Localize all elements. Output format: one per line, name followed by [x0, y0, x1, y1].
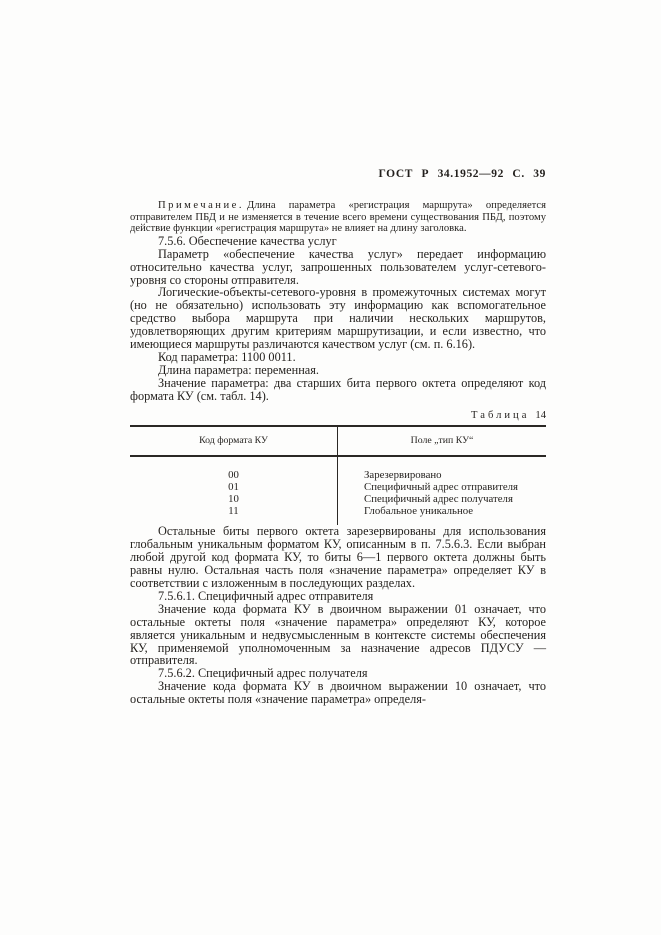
- table-cell-label: Специфичный адрес получателя: [364, 492, 513, 505]
- table-caption: [130, 410, 546, 422]
- table-cell-code: 11: [228, 505, 239, 518]
- table-cell-code: 00: [228, 468, 239, 481]
- page-content: [130, 168, 546, 706]
- qos-format-table: [130, 425, 546, 526]
- para-7-5-6-1: Значение кода формата КУ в двоичном выражении 01 означает, что остальные октеты поля «значение параметра» определяют КУ, которое является уникальным и недвусмысленным в контексте системы обеспечения КУ, применяемой уполномоченным за назначение адресов ПДУСУ — отправителя.: [130, 601, 546, 668]
- heading-7-5-6: 7.5.6. Обеспечение качества услуг: [158, 233, 337, 248]
- table-cell-label: Зарезервировано: [364, 468, 442, 481]
- table-col-header-field: Поле „тип КУ“: [410, 434, 474, 446]
- para-param-value: Значение параметра: два старших бита первого октета определяют код формата КУ (см. табл. 14).: [130, 375, 546, 403]
- note-paragraph: [130, 200, 546, 235]
- para-param-code: Код параметра: 1100 0011.: [158, 349, 296, 364]
- table-cell-code: 01: [228, 480, 239, 493]
- table-caption-number: 14: [535, 409, 546, 421]
- para-qos-intro: Параметр «обеспечение качества услуг» передает информацию относительно качества услуг, запрошенных пользователем услуг-сетевого-уровня со стороны отправителя.: [130, 246, 546, 287]
- table-col-header-code: Код формата КУ: [130, 427, 338, 455]
- table-cell-code: 10: [228, 492, 239, 505]
- heading-7-5-6-2: 7.5.6.2. Специфичный адрес получателя: [158, 666, 368, 681]
- table-code-column: [130, 457, 338, 526]
- table-cell-label: Глобальное уникальное: [364, 505, 474, 518]
- note-label: Примечание.: [158, 200, 244, 211]
- running-header: ГОСТ Р 34.1952—92 С. 39: [378, 168, 546, 180]
- para-7-5-6-2: Значение кода формата КУ в двоичном выражении 10 означает, что остальные октеты поля «значение параметра» определя-: [130, 679, 546, 707]
- note-text: Длина параметра «регистрация маршрута» определяется отправителем ПБД и не изменяется в течение всего времени существования ПБД, поэтому действие функции «регистрация маршрута» не влияет на длину заголовка.: [130, 200, 546, 235]
- table-label-column: [338, 457, 546, 526]
- table-cell-label: Специфичный адрес отправителя: [364, 480, 518, 493]
- heading-7-5-6-1: 7.5.6.1. Специфичный адрес отправителя: [158, 588, 374, 603]
- para-reserved-bits: Остальные биты первого октета зарезервированы для использования глобальным уникальным форматом КУ, описанным в п. 7.5.6.3. Если выбран любой другой код формата КУ, то биты 6—1 первого октета должны быть равны нулю. Остальная часть поля «значение параметра» определяет КУ в соответствии с изложенным в последующих разделах.: [130, 524, 546, 590]
- para-qos-logic: Логические-объекты-сетевого-уровня в промежуточных системах могут (но не обязательно) использовать эту информацию как вспомогательное средство выбора маршрута при наличии нескольких маршрутов, удовлетворяющих другим критериям маршрутизации, и если известно, что имеющиеся маршруты различаются качеством услуг (см. п. 6.16).: [130, 285, 546, 352]
- table-caption-label: Таблица: [471, 409, 530, 421]
- para-param-length: Длина параметра: переменная.: [158, 362, 319, 377]
- table-body: [130, 457, 546, 526]
- table-header-row: [130, 427, 546, 455]
